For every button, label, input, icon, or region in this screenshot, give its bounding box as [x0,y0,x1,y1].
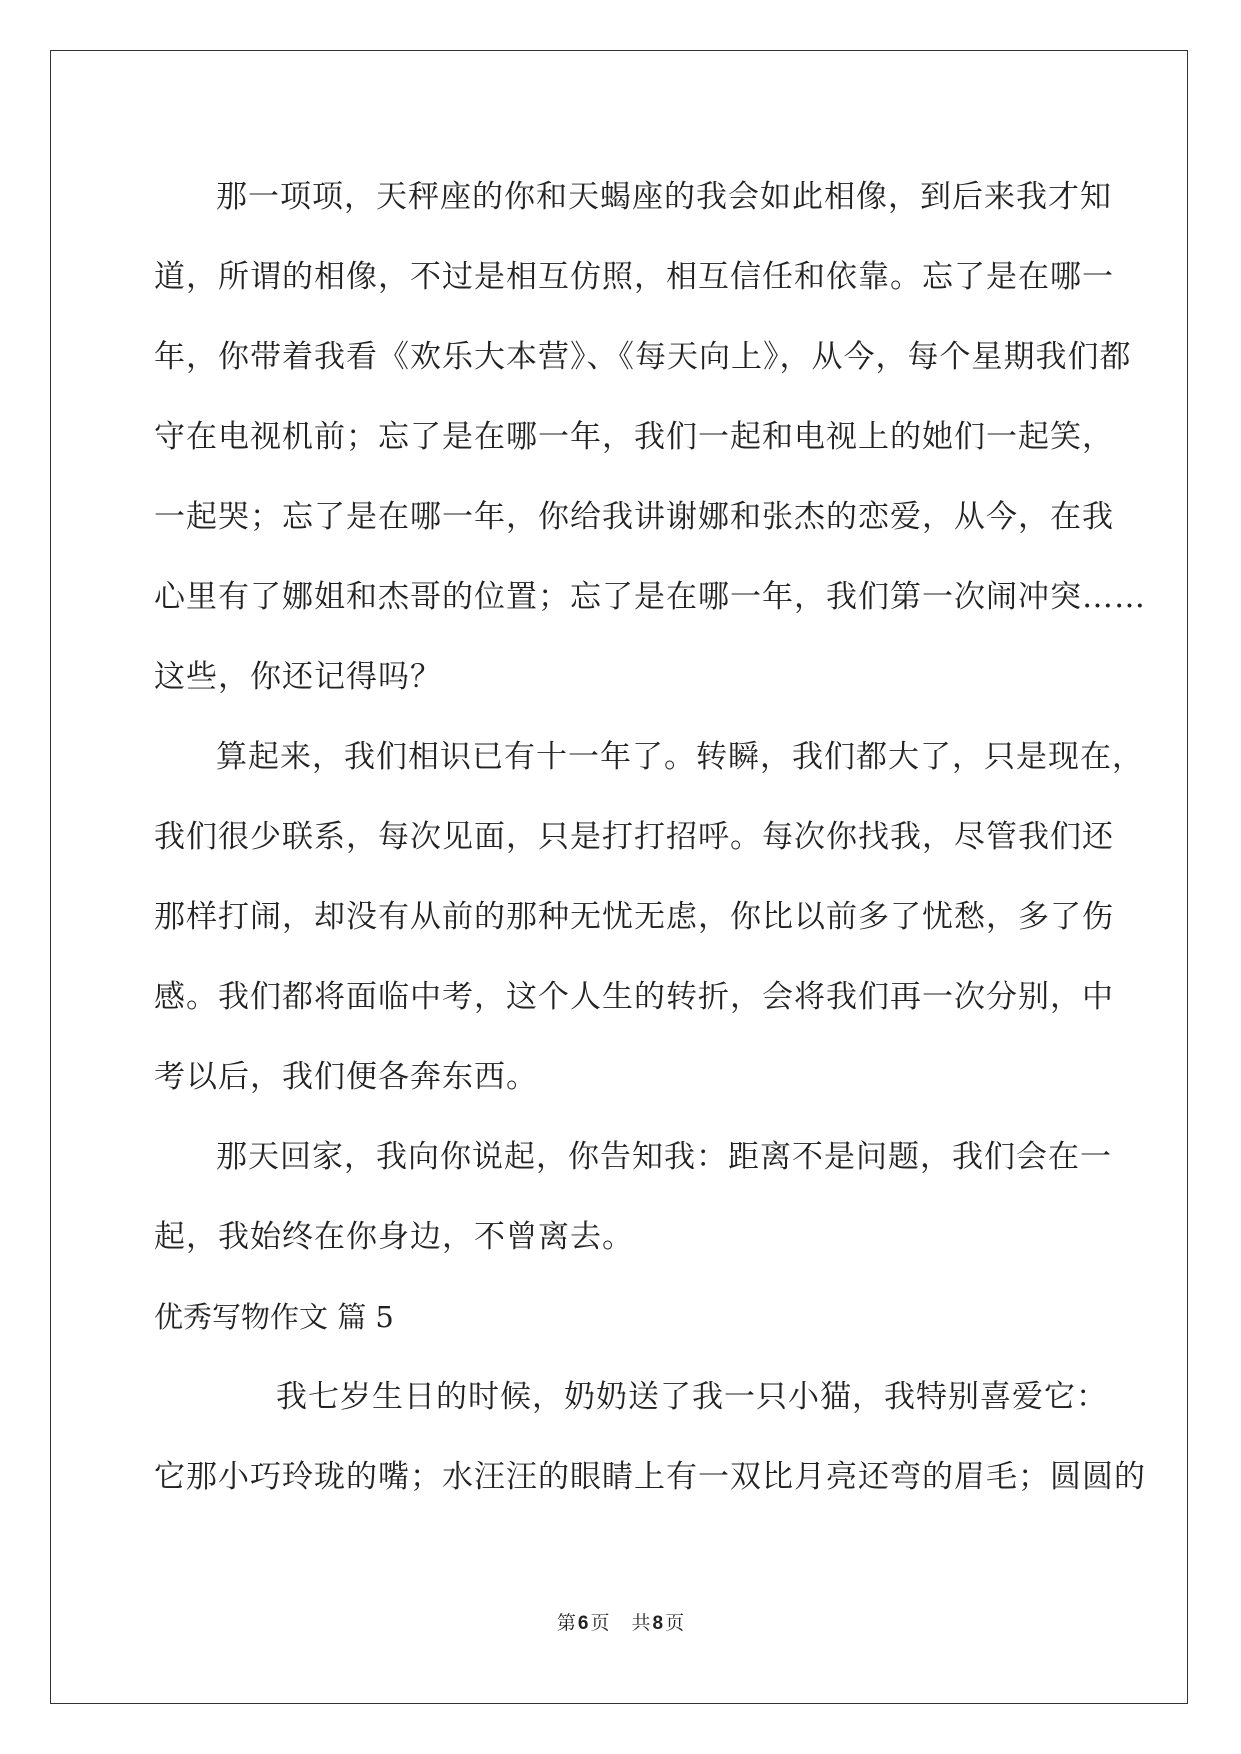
footer-prefix: 第 [556,1612,576,1634]
paragraph-line: 考以后，我们便各奔东西。 [154,1059,538,1095]
paragraph-line: 我七岁生日的时候，奶奶送了我一只小猫，我特别喜爱它： [276,1379,1108,1415]
total-page-number: 8 [652,1613,664,1634]
paragraph-line: 这些，你还记得吗？ [154,659,442,695]
paragraph-line: 道，所谓的相像，不过是相互仿照，相互信任和依靠。忘了是在哪一 [154,259,1114,295]
paragraph-line: 感。我们都将面临中考，这个人生的转折，会将我们再一次分别，中 [154,979,1114,1015]
page-footer [0,1608,1241,1635]
paragraph-line: 那样打闹，却没有从前的那种无忧无虑，你比以前多了忧愁，多了伤 [154,899,1114,935]
paragraph-line: 守在电视机前；忘了是在哪一年，我们一起和电视上的她们一起笑， [154,419,1114,455]
footer-total-unit: 页 [665,1612,685,1634]
document-body [154,157,1146,1517]
paragraph-line: 心里有了娜姐和杰哥的位置；忘了是在哪一年，我们第一次闹冲突…… [154,579,1146,615]
paragraph-line: 那一项项，天秤座的你和天蝎座的我会如此相像，到后来我才知 [216,179,1112,215]
paragraph-line: 那天回家，我向你说起，你告知我：距离不是问题，我们会在一 [216,1139,1112,1175]
footer-total-prefix: 共 [631,1612,651,1634]
paragraph-line: 一起哭；忘了是在哪一年，你给我讲谢娜和张杰的恋爱，从今，在我 [154,499,1114,535]
footer-page-unit: 页 [590,1612,610,1634]
paragraph-line: 年，你带着我看《欢乐大本营》、《每天向上》，从今，每个星期我们都 [154,339,1132,375]
current-page-number: 6 [577,1613,589,1634]
section-heading: 优秀写物作文 篇 5 [154,1300,394,1334]
paragraph-line: 算起来，我们相识已有十一年了。转瞬，我们都大了，只是现在， [216,739,1144,775]
paragraph-line: 起，我始终在你身边，不曾离去。 [154,1219,634,1255]
paragraph-line: 我们很少联系，每次见面，只是打打招呼。每次你找我，尽管我们还 [154,819,1114,855]
paragraph-line: 它那小巧玲珑的嘴；水汪汪的眼睛上有一双比月亮还弯的眉毛；圆圆的 [154,1459,1146,1495]
